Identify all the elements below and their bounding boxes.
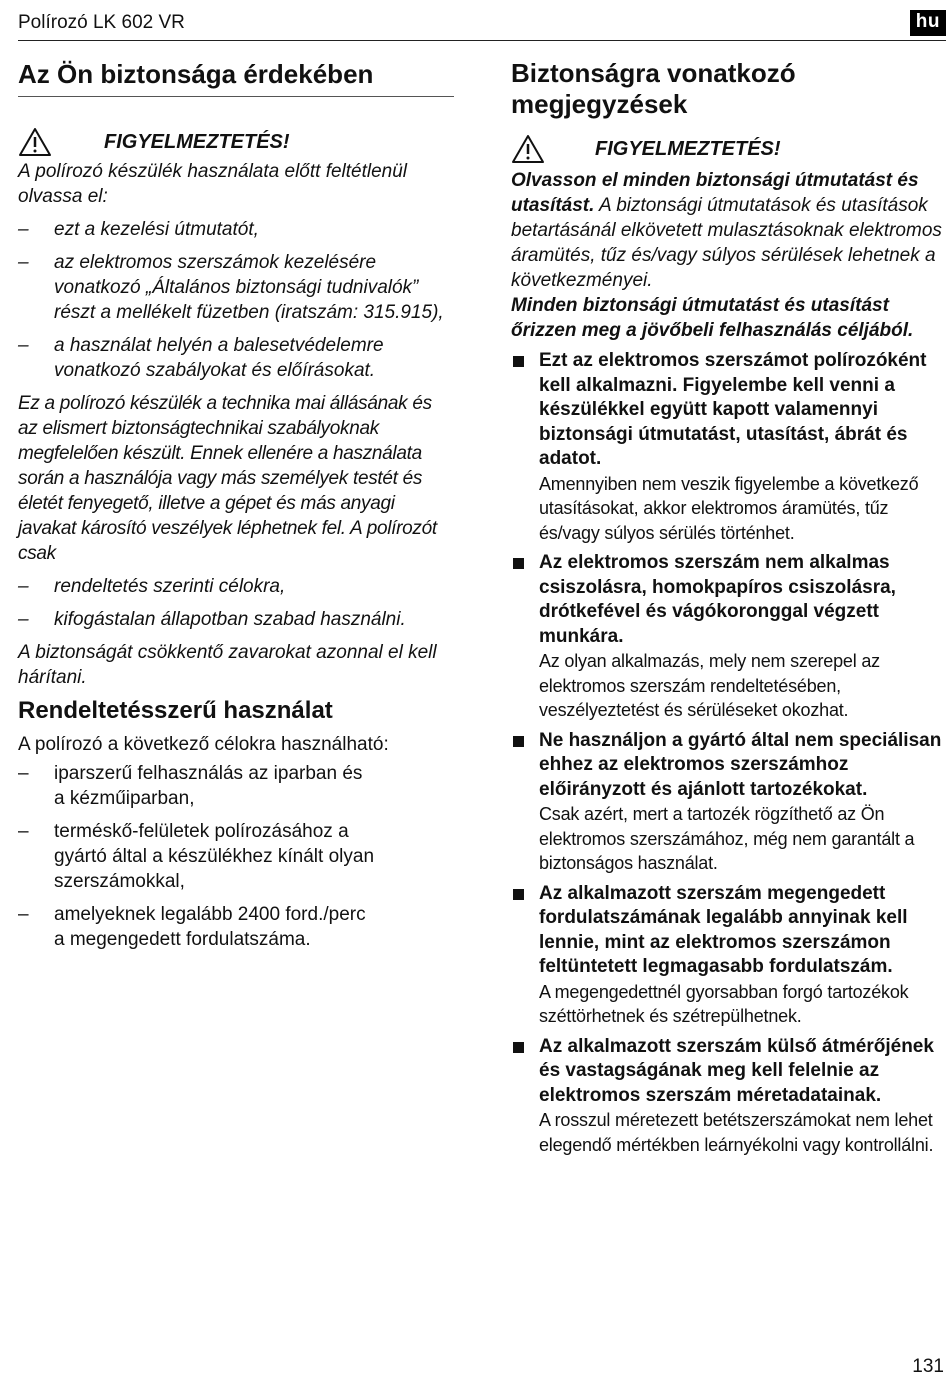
purpose-list bbox=[18, 761, 378, 952]
warning-triangle-icon bbox=[511, 134, 545, 164]
page-number: 131 bbox=[912, 1356, 944, 1377]
warning-block bbox=[18, 125, 454, 159]
list-item: – a használat helyén a balesetvédelemre vonatkozó szabályokat és előírásokat. bbox=[18, 333, 454, 383]
warning-block bbox=[511, 132, 946, 166]
right-column bbox=[511, 58, 946, 1157]
read-all-text: A biztonsági útmutatások és utasítások betartásánál elkövetett mulasztásoknak elektromos áramütés, tűz és/vagy súlyos sérülések lehetnek a következményei. bbox=[511, 195, 942, 291]
read-all-paragraph bbox=[511, 168, 946, 293]
list-item: – az elektromos szerszámok kezelésére vonatkozó „Általános biztonsági tudnivalók” részt a mellékelt füzetben (iratszám: 315.915), bbox=[18, 250, 454, 325]
list-item: – kifogástalan állapotban szabad használni. bbox=[18, 607, 454, 632]
warning-label: FIGYELMEZTETÉS! bbox=[595, 137, 781, 160]
bullet-text: A rosszul méretezett betétszerszámokat nem lehet elegendő mértékben leárnyékolni vagy kontrollálni. bbox=[539, 1110, 934, 1155]
list-item bbox=[511, 729, 946, 876]
list-item: – terméskő-felületek polírozásához a gyártó által a készülékhez kínált olyan szerszámokkal, bbox=[18, 819, 378, 894]
intended-use-heading: Rendeltetésszerű használat bbox=[18, 697, 333, 724]
bullet-bold-text: Az alkalmazott szerszám külső átmérőjének és vastagságának meg kell felelnie az elektromos szerszám méretadatainak. bbox=[539, 1035, 934, 1106]
bullet-square-icon bbox=[513, 889, 524, 900]
bullet-bold-text: Ezt az elektromos szerszámot polírozóként kell alkalmazni. Figyelembe kell venni a készülékkel együtt kapott valamennyi biztonsági útmutatást, utasítást, ábrát és adatot. bbox=[539, 350, 927, 469]
bullet-bold-text: Az alkalmazott szerszám megengedett fordulatszámának legalább annyinak kell lennie, mint az elektromos szerszámon feltüntetett legmagasabb fordulatszám. bbox=[539, 882, 908, 977]
bullet-text: Csak azért, mert a tartozék rögzíthető az Ön elektromos szerszámához, még nem garantált a biztonságos használat. bbox=[539, 804, 915, 873]
read-all-bold: Olvasson el minden biztonsági útmutatást és utasítást. bbox=[511, 170, 919, 216]
use-list bbox=[18, 574, 454, 632]
safety-notes-heading: Biztonságra vonatkozó megjegyzések bbox=[511, 58, 796, 119]
list-item: – ezt a kezelési útmutatót, bbox=[18, 217, 454, 242]
list-item bbox=[511, 551, 946, 723]
bullet-square-icon bbox=[513, 1042, 524, 1053]
read-intro: A polírozó készülék használata előtt feltétlenül olvassa el: bbox=[18, 161, 408, 207]
bullet-bold-text: Ne használjon a gyártó által nem speciálisan ehhez az elektromos szerszámhoz előirányzott és ajánlott tartozékokat. bbox=[539, 729, 942, 800]
state-of-art-paragraph: Ez a polírozó készülék a technika mai állásának és az elismert biztonságtechnikai szabályoknak megfelelően készült. Ennek ellenére a használata során a használója vagy más személyek testét és életét fenyegető, illetve a gépet és más anyagi javakat károsító veszélyek léphetnek fel. A polírozót csak bbox=[18, 393, 437, 564]
read-list bbox=[18, 217, 454, 383]
bullet-text: Amennyiben nem veszik figyelembe a következő utasításokat, akkor elektromos áramütés, tűz és/vagy súlyos sérülés történhet. bbox=[539, 473, 919, 543]
page-header bbox=[18, 10, 946, 41]
list-item: – amelyeknek legalább 2400 ford./perc a megengedett fordulatszáma. bbox=[18, 902, 378, 952]
warning-triangle-icon bbox=[18, 127, 52, 157]
bullet-bold-text: Az elektromos szerszám nem alkalmas csiszolásra, homokpapíros csiszolásra, drótkefével és vágókoronggal végzett munkára. bbox=[539, 552, 896, 647]
document-title: Polírozó LK 602 VR bbox=[18, 12, 185, 33]
bullet-text: Az olyan alkalmazás, mely nem szerepel az elektromos szerszám rendeltetésében, veszélyeztetést és sérüléseket okozhat. bbox=[539, 651, 880, 720]
keep-instructions: Minden biztonsági útmutatást és utasítást őrizzen meg a jövőbeli felhasználás céljából. bbox=[511, 295, 914, 341]
bullet-square-icon bbox=[513, 356, 524, 367]
language-badge: hu bbox=[910, 10, 946, 36]
list-item bbox=[511, 1035, 946, 1158]
list-item: – rendeltetés szerinti célokra, bbox=[18, 574, 454, 599]
left-column bbox=[18, 58, 454, 952]
bullet-square-icon bbox=[513, 736, 524, 747]
list-item bbox=[511, 882, 946, 1029]
bullet-text: A megengedettnél gyorsabban forgó tartozékok széttörhetnek és szétrepülhetnek. bbox=[539, 981, 909, 1026]
warning-label: FIGYELMEZTETÉS! bbox=[104, 130, 290, 153]
list-item: – iparszerű felhasználás az iparban és a kézműiparban, bbox=[18, 761, 378, 811]
list-item bbox=[511, 349, 946, 545]
bullet-square-icon bbox=[513, 558, 524, 569]
intended-use-intro: A polírozó a következő célokra használható: bbox=[18, 734, 389, 755]
fault-paragraph: A biztonságát csökkentő zavarokat azonnal el kell hárítani. bbox=[18, 642, 437, 688]
safety-heading: Az Ön biztonsága érdekében bbox=[18, 58, 454, 97]
